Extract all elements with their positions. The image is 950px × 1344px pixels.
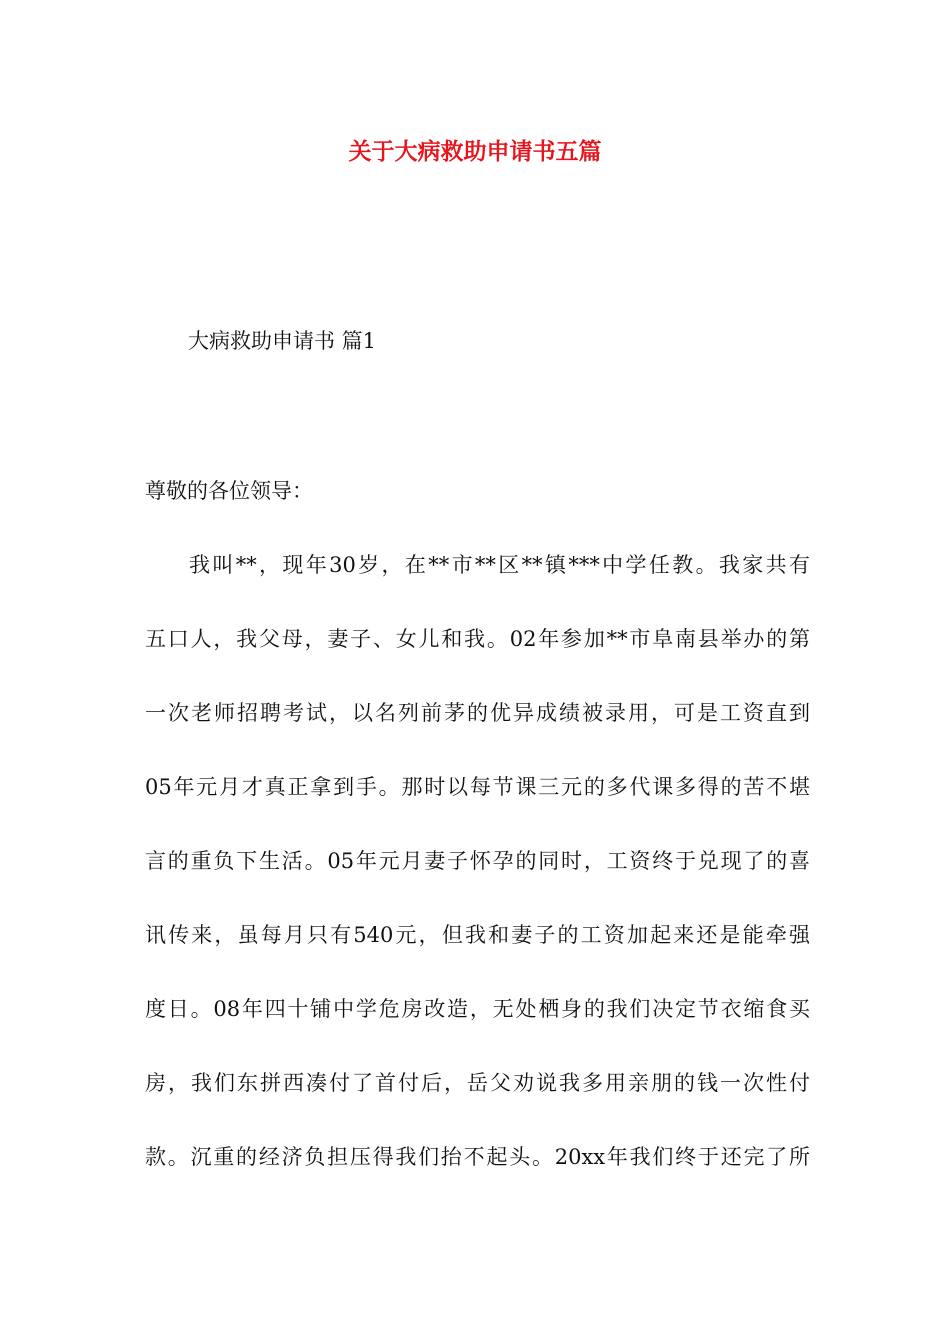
body-paragraph [145,545,810,1211]
body-line: 言的重负下生活。05年元月妻子怀孕的同时，工资终于兑现了的喜 [145,849,810,873]
body-line: 讯传来，虽每月只有540元，但我和妻子的工资加起来还是能牵强 [145,923,810,947]
body-line: 一次老师招聘考试，以名列前茅的优异成绩被录用，可是工资直到 [145,701,810,725]
document-title: 关于大病救助申请书五篇 [348,139,602,165]
salutation: 尊敬的各位领导： [145,479,313,503]
body-line: 度日。08年四十铺中学危房改造，无处栖身的我们决定节衣缩食买 [145,997,810,1021]
body-line: 我叫**，现年30岁，在**市**区**镇***中学任教。我家共有 [189,553,810,577]
body-line: 05年元月才真正拿到手。那时以每节课三元的多代课多得的苦不堪 [145,775,810,799]
body-line: 款。沉重的经济负担压得我们抬不起头。20xx年我们终于还完了所 [145,1145,810,1169]
body-line: 房，我们东拼西凑付了首付后，岳父劝说我多用亲朋的钱一次性付 [145,1071,810,1095]
section-heading: 大病救助申请书 篇1 [188,329,377,353]
body-line: 五口人，我父母，妻子、女儿和我。02年参加**市阜南县举办的第 [145,627,810,651]
